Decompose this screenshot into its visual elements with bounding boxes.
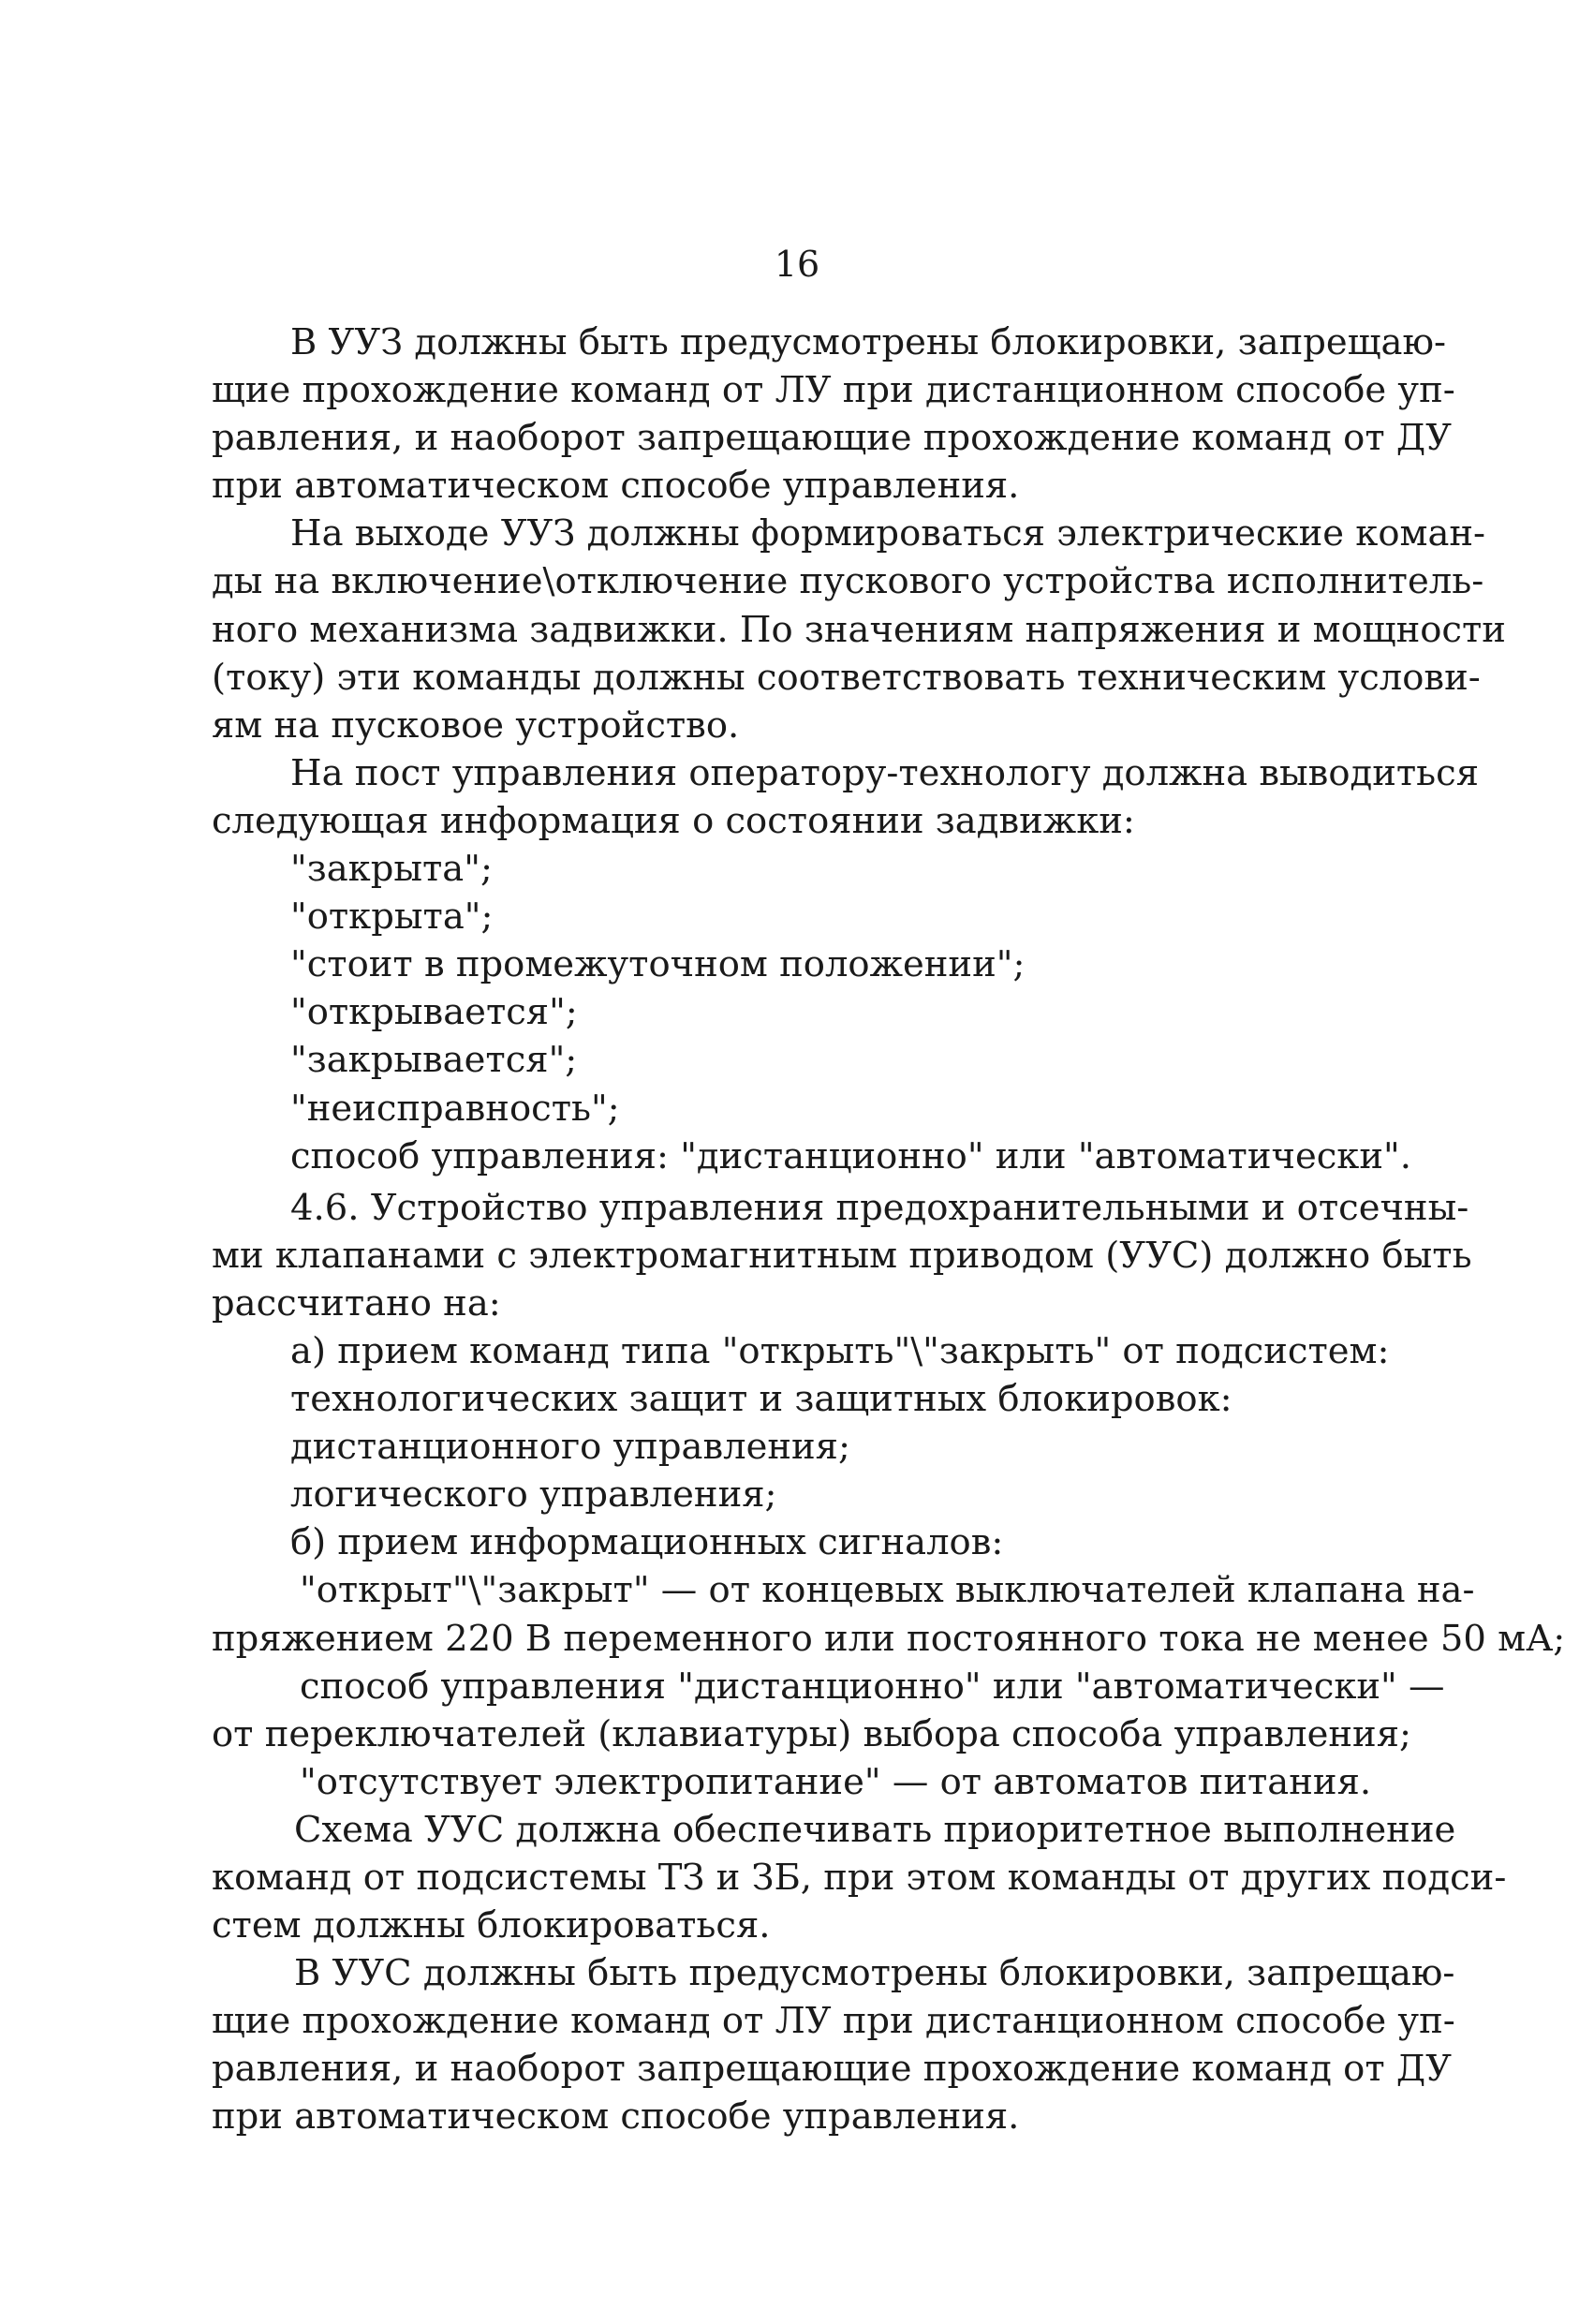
text-line: при автоматическом способе управления. bbox=[212, 2095, 1020, 2139]
text-line: равления, и наоборот запрещающие прохождение команд от ДУ bbox=[212, 417, 1453, 460]
list-item: "открыта"; bbox=[290, 896, 494, 939]
list-item: способ управления: "дистанционно" или "автоматически". bbox=[290, 1134, 1411, 1177]
paragraph bbox=[212, 1949, 1455, 2140]
paragraph bbox=[212, 1758, 1377, 1806]
paragraph bbox=[212, 1806, 1507, 1949]
paragraph bbox=[212, 1566, 1566, 1662]
paragraph bbox=[212, 1663, 1445, 1758]
text-line: щие прохождение команд от ЛУ при дистанционном способе уп- bbox=[212, 2000, 1455, 2043]
text-line: В УУЗ должны быть предусмотрены блокировки, запрещаю- bbox=[290, 321, 1446, 363]
text-line: (току) эти команды должны соответствовать техническим услови- bbox=[212, 656, 1481, 699]
command-list bbox=[212, 1327, 1390, 1566]
text-line: способ управления "дистанционно" или "автоматически" — bbox=[300, 1665, 1445, 1708]
list-item: логического управления; bbox=[290, 1473, 777, 1517]
text-line: следующая информация о состоянии задвижки: bbox=[212, 799, 1135, 842]
text-line: ям на пусковое устройство. bbox=[212, 703, 740, 747]
state-list bbox=[212, 845, 1411, 1180]
text-line: В УУС должны быть предусмотрены блокировки, запрещаю- bbox=[294, 1952, 1455, 1995]
text-line: при автоматическом способе управления. bbox=[212, 465, 1020, 508]
list-item: дистанционного управления; bbox=[290, 1426, 850, 1469]
list-item: "закрыта"; bbox=[290, 848, 493, 891]
list-item: "неисправность"; bbox=[290, 1087, 620, 1130]
paragraph bbox=[212, 318, 1455, 510]
list-item: а) прием команд типа "открыть"\"закрыть" от подсистем: bbox=[290, 1329, 1390, 1372]
list-item: б) прием информационных сигналов: bbox=[290, 1521, 1004, 1564]
text-line: ми клапанами с электромагнитным приводом (УУС) должно быть bbox=[212, 1234, 1472, 1277]
text-line: На выходе УУЗ должны формироваться электрические коман- bbox=[290, 512, 1486, 555]
text-line: 4.6. Устройство управления предохранительными и отсечны- bbox=[290, 1186, 1469, 1229]
paragraph bbox=[212, 749, 1479, 845]
text-line: рассчитано на: bbox=[212, 1281, 501, 1325]
text-line: команд от подсистемы ТЗ и ЗБ, при этом команды от других подси- bbox=[212, 1857, 1507, 1899]
text-line: "открыт"\"закрыт" — от концевых выключателей клапана на- bbox=[300, 1569, 1475, 1612]
list-item: "открывается"; bbox=[290, 991, 578, 1034]
paragraph bbox=[212, 510, 1506, 748]
list-item: технологических защит и защитных блокировок: bbox=[290, 1378, 1232, 1421]
text-line: "отсутствует электропитание" — от автоматов питания. bbox=[300, 1760, 1372, 1803]
text-line: ного механизма задвижки. По значениям напряжения и мощности bbox=[212, 608, 1506, 651]
text-line: стем должны блокироваться. bbox=[212, 1904, 771, 1947]
paragraph bbox=[212, 1184, 1472, 1327]
body-text bbox=[212, 318, 1566, 2141]
page-number: 16 bbox=[774, 244, 820, 285]
text-line: от переключателей (клавиатуры) выбора способа управления; bbox=[212, 1712, 1411, 1755]
text-line: пряжением 220 В переменного или постоянного тока не менее 50 мА; bbox=[212, 1617, 1566, 1660]
list-item: "закрывается"; bbox=[290, 1039, 578, 1082]
text-line: Схема УУС должна обеспечивать приоритетное выполнение bbox=[294, 1808, 1456, 1851]
text-line: равления, и наоборот запрещающие прохождение команд от ДУ bbox=[212, 2048, 1453, 2091]
list-item: "стоит в промежуточном положении"; bbox=[290, 943, 1026, 986]
text-line: На пост управления оператору-технологу должна выводиться bbox=[290, 751, 1479, 794]
text-line: ды на включение\отключение пускового устройства исполнитель- bbox=[212, 560, 1484, 603]
text-line: щие прохождение команд от ЛУ при дистанционном способе уп- bbox=[212, 369, 1455, 412]
